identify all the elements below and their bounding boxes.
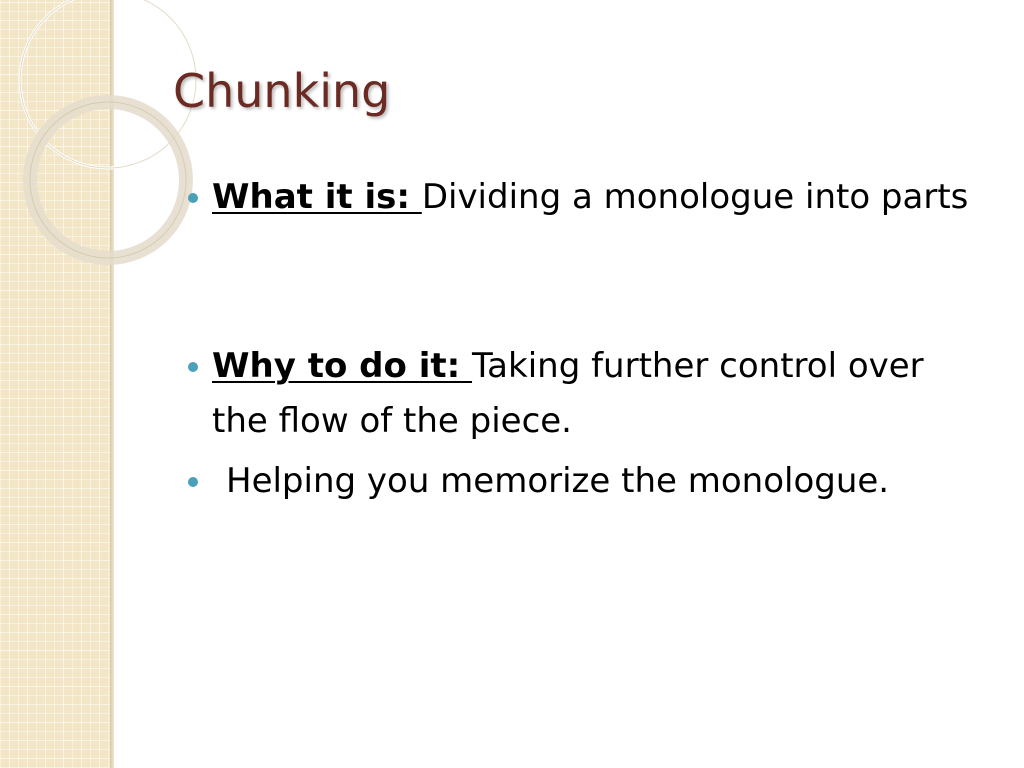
bullet-dot-icon [188,193,198,203]
decorative-rings [0,0,140,260]
bullet-term: Why to do it: [212,346,473,386]
bullet-text: Dividing a monologue into parts [421,177,969,217]
bullet-text: Taking further control over the flow of the piece. [212,346,924,441]
bullet-term: What it is: [212,177,422,217]
bullet-why-to-do-it [186,339,976,449]
bullet-what-it-is [186,170,976,225]
slide-title: Chunking [173,64,391,118]
bullet-dot-icon [188,477,198,487]
bullet-list [186,170,976,509]
bullet-helping-memorize [186,454,976,509]
bullet-text: Helping you memorize the monologue. [226,461,890,501]
bullet-dot-icon [188,362,198,372]
